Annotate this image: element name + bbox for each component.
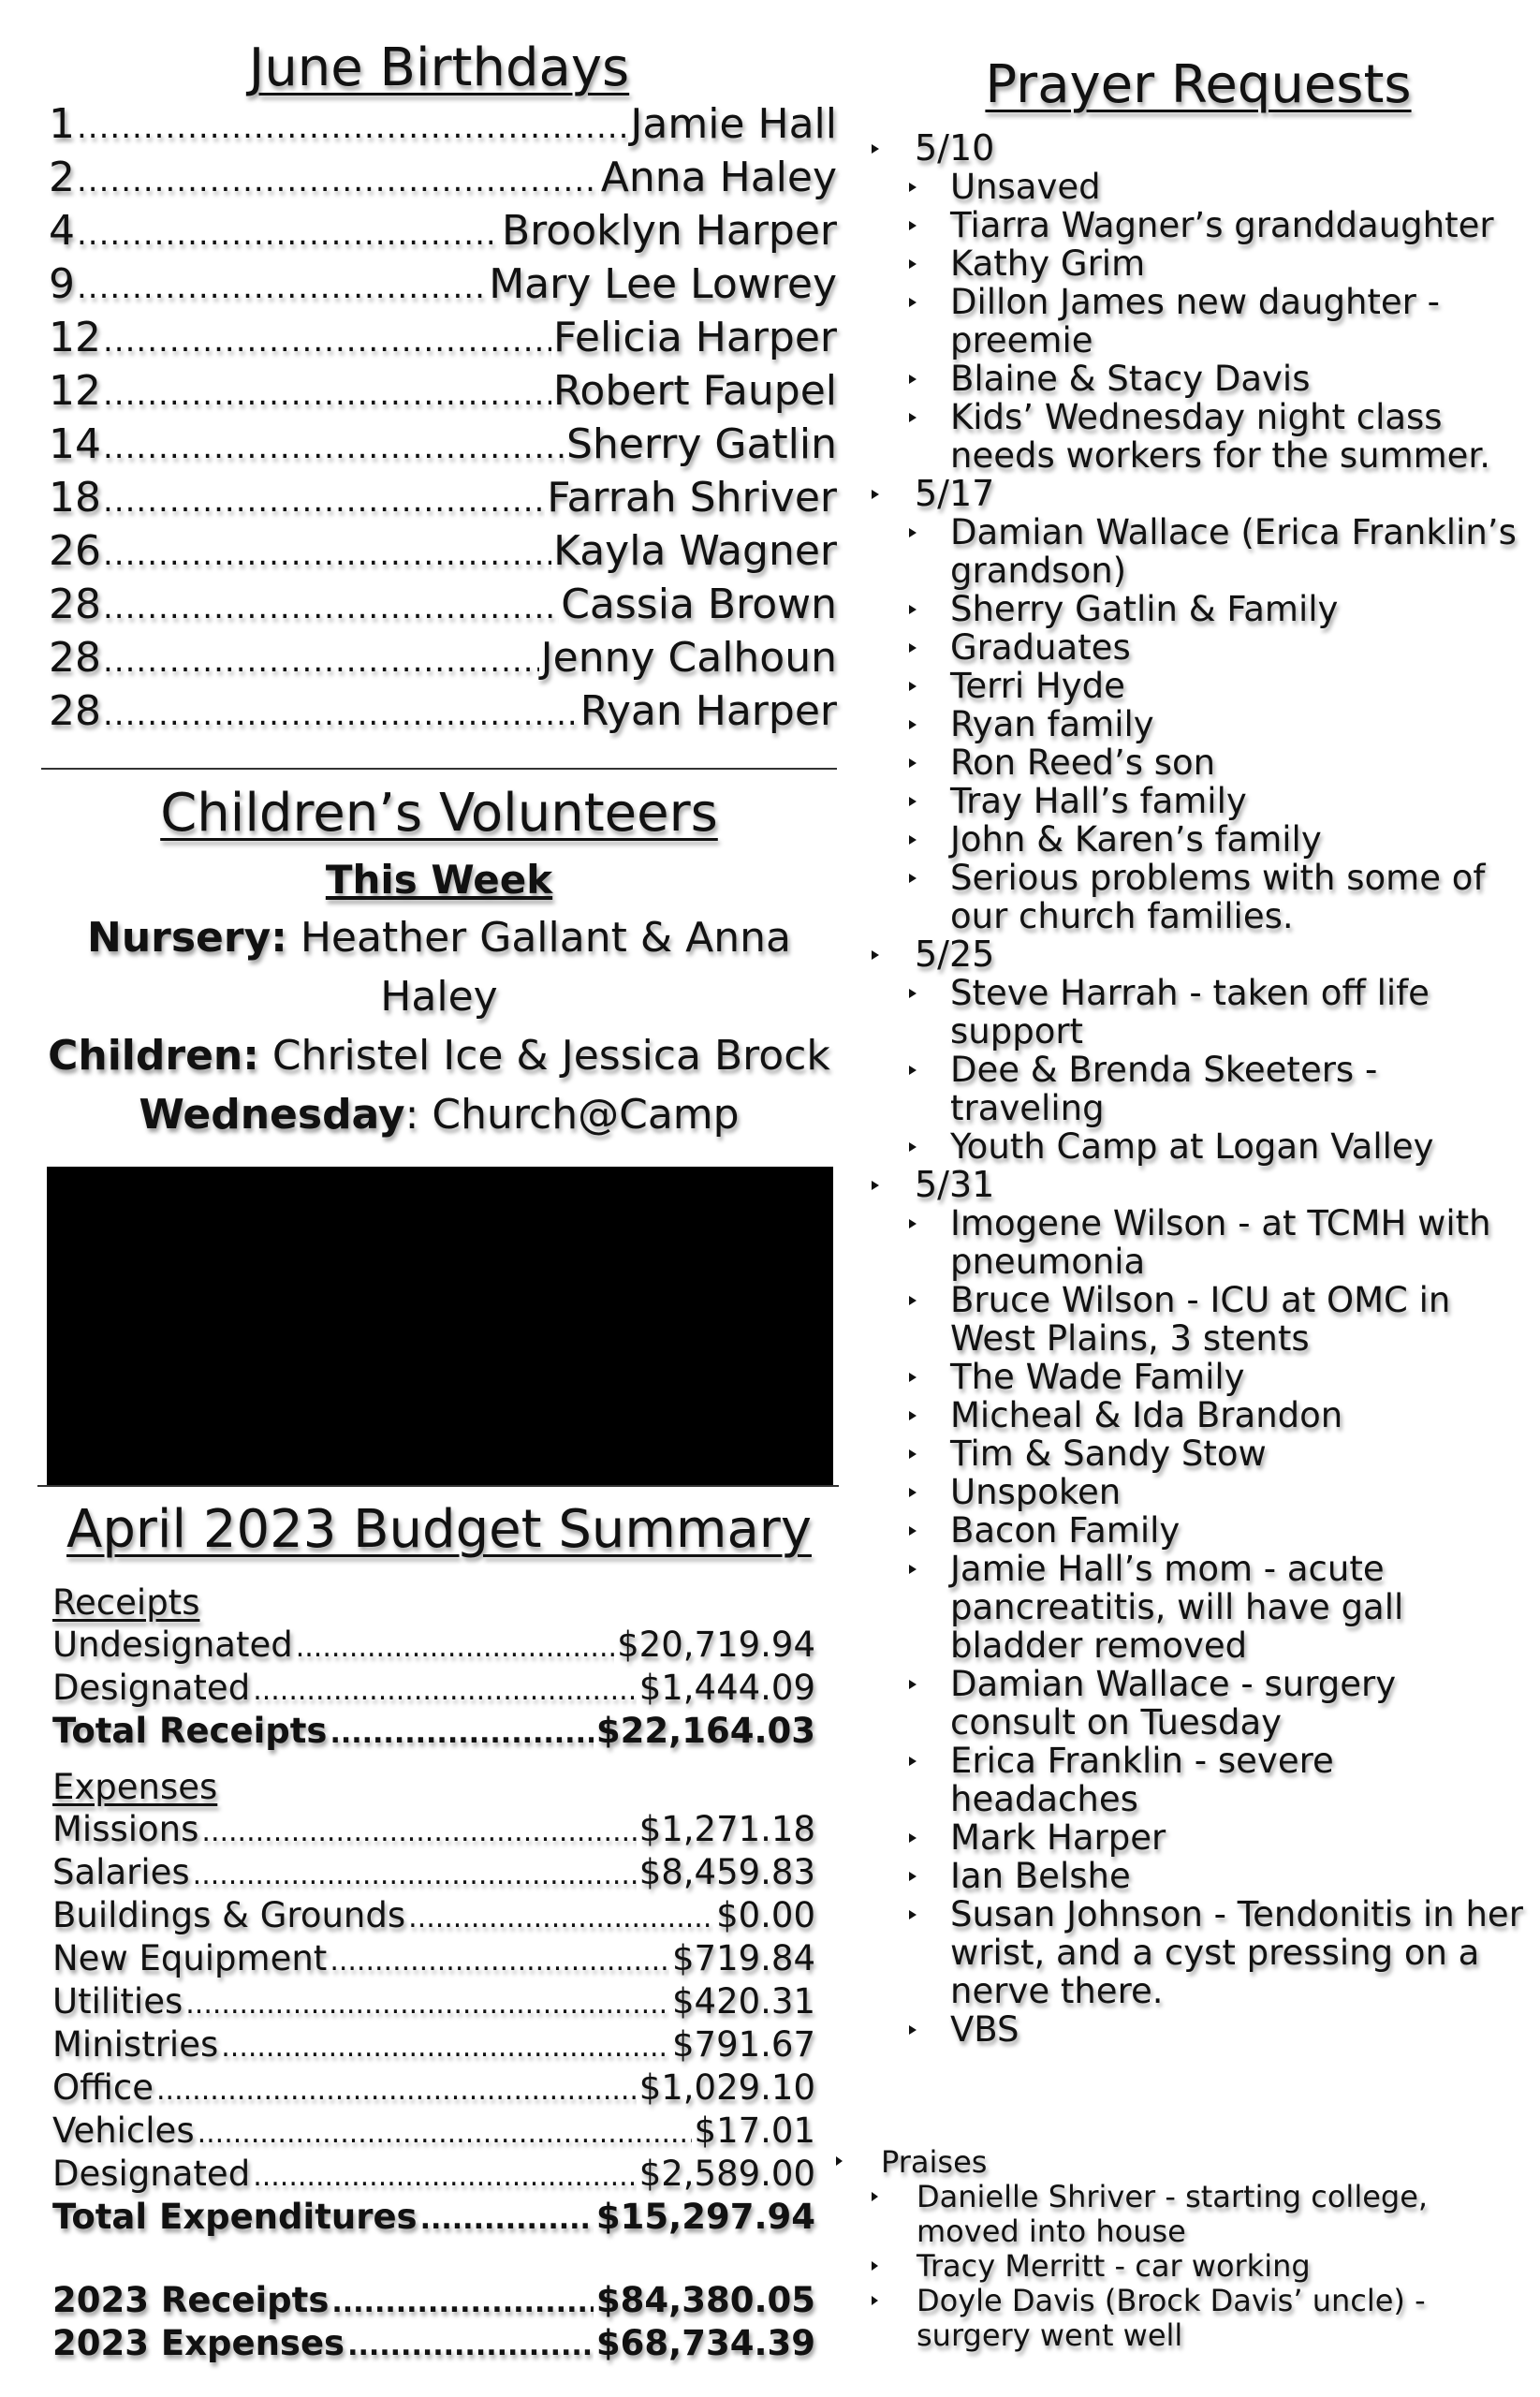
row-label: Buildings & Grounds xyxy=(52,1895,406,1935)
budget-row xyxy=(52,1667,815,1710)
receipts-rows xyxy=(52,1624,815,1710)
prayer-item: Dillon James new daughter - preemie xyxy=(866,283,1531,360)
prayer-item: Kathy Grim xyxy=(866,244,1531,283)
prayer-item: Damian Wallace (Erica Franklin’s grandson) xyxy=(866,513,1531,590)
birthday-row xyxy=(49,364,837,418)
birthday-day: 26 xyxy=(49,527,101,575)
praise-item: Doyle Davis (Brock Davis’ uncle) - surgery went well xyxy=(866,2284,1531,2353)
prayer-item: Tim & Sandy Stow xyxy=(866,1434,1531,1473)
row-label: Total Receipts xyxy=(52,1711,328,1751)
row-amount: $20,719.94 xyxy=(617,1625,815,1665)
row-label: 2023 Receipts xyxy=(52,2280,330,2320)
birthday-day: 18 xyxy=(49,474,101,522)
nursery-line xyxy=(41,908,837,1026)
birthday-name: Jenny Calhoun xyxy=(540,634,837,682)
birthday-name: Ryan Harper xyxy=(579,687,837,735)
budget-title: April 2023 Budget Summary xyxy=(66,1499,812,1560)
birthday-day: 28 xyxy=(49,687,101,735)
budget-row xyxy=(52,1980,815,2023)
budget-row xyxy=(52,2153,815,2196)
prayer-item: Bacon Family xyxy=(866,1511,1531,1550)
birthday-day: 14 xyxy=(49,420,101,468)
prayer-date: 5/17 xyxy=(866,475,1531,513)
row-label: Salaries xyxy=(52,1852,190,1892)
prayer-item: Tray Hall’s family xyxy=(866,782,1531,820)
row-amount: $84,380.05 xyxy=(595,2280,815,2320)
birthday-row xyxy=(49,418,837,471)
birthday-name: Anna Haley xyxy=(600,154,837,201)
birthday-name: Jamie Hall xyxy=(630,100,837,148)
row-amount: $8,459.83 xyxy=(638,1852,815,1892)
ytd-expenses-row xyxy=(52,2322,815,2365)
expenses-section xyxy=(52,1767,815,2239)
row-amount: $2,589.00 xyxy=(638,2154,815,2194)
row-amount: $420.31 xyxy=(671,1981,815,2022)
volunteers-body xyxy=(41,908,837,1144)
birthday-name: Farrah Shriver xyxy=(547,474,837,522)
budget-row xyxy=(52,1624,815,1667)
prayer-list xyxy=(866,129,1531,2049)
birthday-name: Brooklyn Harper xyxy=(502,207,837,255)
volunteers-title: Children’s Volunteers xyxy=(160,783,718,844)
budget-row xyxy=(52,1808,815,1851)
birthday-name: Mary Lee Lowrey xyxy=(489,260,837,308)
birthday-row xyxy=(49,578,837,631)
birthday-row xyxy=(49,97,837,151)
prayer-item: Steve Harrah - taken off life support xyxy=(866,974,1531,1051)
row-amount: $1,444.09 xyxy=(638,1668,815,1708)
row-label: Designated xyxy=(52,2154,251,2194)
birthday-name: Cassia Brown xyxy=(561,581,837,628)
prayer-item: Imogene Wilson - at TCMH with pneumonia xyxy=(866,1204,1531,1281)
prayer-date: 5/31 xyxy=(866,1166,1531,1204)
prayer-item: Erica Franklin - severe headaches xyxy=(866,1742,1531,1818)
wednesday-label: Wednesday xyxy=(139,1091,405,1139)
prayer-item: Jamie Hall’s mom - acute pancreatitis, will have gall bladder removed xyxy=(866,1550,1531,1665)
row-label: Missions xyxy=(52,1809,199,1849)
birthday-day: 1 xyxy=(49,100,75,148)
divider xyxy=(41,768,837,770)
row-label: Utilities xyxy=(52,1981,183,2022)
birthdays-list xyxy=(49,97,837,738)
row-amount: $68,734.39 xyxy=(595,2323,815,2363)
prayer-item: Damian Wallace - surgery consult on Tuesday xyxy=(866,1665,1531,1742)
row-label: Ministries xyxy=(52,2024,219,2065)
prayer-item: Ryan family xyxy=(866,705,1531,743)
row-label: 2023 Expenses xyxy=(52,2323,345,2363)
row-label: Total Expenditures xyxy=(52,2197,418,2237)
budget-row xyxy=(52,1851,815,1894)
expenses-rows xyxy=(52,1808,815,2196)
prayer-item: Youth Camp at Logan Valley xyxy=(866,1127,1531,1166)
nursery-label: Nursery: xyxy=(87,914,287,962)
prayer-date: 5/25 xyxy=(866,935,1531,974)
prayer-item: Unsaved xyxy=(866,168,1531,206)
birthday-name: Felicia Harper xyxy=(552,314,837,361)
row-amount: $1,029.10 xyxy=(638,2067,815,2108)
birthday-day: 2 xyxy=(49,154,75,201)
total-expenditures-row xyxy=(52,2196,815,2239)
receipts-heading: Receipts xyxy=(52,1582,200,1623)
birthday-row xyxy=(49,524,837,578)
expenses-heading: Expenses xyxy=(52,1767,218,1807)
prayer-item: John & Karen’s family xyxy=(866,820,1531,859)
birthday-row xyxy=(49,257,837,311)
row-amount: $22,164.03 xyxy=(595,1711,815,1751)
birthday-row xyxy=(49,684,837,738)
birthday-day: 28 xyxy=(49,634,101,682)
row-label: New Equipment xyxy=(52,1938,328,1978)
nursery-value: Heather Gallant & Anna Haley xyxy=(286,914,791,1021)
birthday-day: 28 xyxy=(49,581,101,628)
birthday-day: 12 xyxy=(49,367,101,415)
row-label: Office xyxy=(52,2067,154,2108)
birthday-row xyxy=(49,204,837,257)
children-line xyxy=(41,1026,837,1085)
prayer-item: Serious problems with some of our church families. xyxy=(866,859,1531,935)
birthday-row xyxy=(49,631,837,684)
row-amount: $719.84 xyxy=(671,1938,815,1978)
prayer-item: Graduates xyxy=(866,628,1531,667)
prayer-title: Prayer Requests xyxy=(985,54,1412,115)
birthday-name: Kayla Wagner xyxy=(553,527,837,575)
praises-heading: Praises xyxy=(866,2144,1531,2180)
budget-row xyxy=(52,2110,815,2153)
birthday-day: 12 xyxy=(49,314,101,361)
birthday-row xyxy=(49,471,837,524)
row-label: Designated xyxy=(52,1668,251,1708)
praise-item: Tracy Merritt - car working xyxy=(866,2249,1531,2284)
children-label: Children: xyxy=(48,1032,259,1080)
birthday-row xyxy=(49,311,837,364)
receipts-section xyxy=(52,1582,815,1753)
row-amount: $791.67 xyxy=(671,2024,815,2065)
prayer-item: Sherry Gatlin & Family xyxy=(866,590,1531,628)
praises-section xyxy=(866,2144,1531,2353)
budget-row xyxy=(52,2066,815,2110)
prayer-item: Blaine & Stacy Davis xyxy=(866,360,1531,398)
row-label: Undesignated xyxy=(52,1625,293,1665)
prayer-item: Kids’ Wednesday night class needs workers for the summer. xyxy=(866,398,1531,475)
ytd-receipts-row xyxy=(52,2279,815,2322)
prayer-item: Ron Reed’s son xyxy=(866,743,1531,782)
row-amount: $0.00 xyxy=(716,1895,815,1935)
birthday-day: 4 xyxy=(49,207,75,255)
prayer-item: Terri Hyde xyxy=(866,667,1531,705)
row-label: Vehicles xyxy=(52,2110,195,2151)
prayer-item: Susan Johnson - Tendonitis in her wrist, and a cyst pressing on a nerve there. xyxy=(866,1895,1531,2010)
prayer-item: Mark Harper xyxy=(866,1818,1531,1857)
prayer-item: Unspoken xyxy=(866,1473,1531,1511)
divider xyxy=(37,1485,839,1487)
prayer-item: Bruce Wilson - ICU at OMC in West Plains, 3 stents xyxy=(866,1281,1531,1358)
praise-item: Danielle Shriver - starting college, moved into house xyxy=(866,2180,1531,2249)
prayer-item: Tiarra Wagner’s granddaughter xyxy=(866,206,1531,244)
ytd-section xyxy=(52,2279,815,2365)
prayer-item: VBS xyxy=(866,2010,1531,2049)
total-receipts-row xyxy=(52,1710,815,1753)
children-value: Christel Ice & Jessica Brock xyxy=(258,1032,830,1080)
budget-row xyxy=(52,1894,815,1937)
prayer-item: The Wade Family xyxy=(866,1358,1531,1396)
praises-list xyxy=(866,2180,1531,2353)
budget-row xyxy=(52,2023,815,2066)
birthday-row xyxy=(49,151,837,204)
birthday-name: Robert Faupel xyxy=(552,367,837,415)
prayer-item: Dee & Brenda Skeeters - traveling xyxy=(866,1051,1531,1127)
prayer-item: Micheal & Ida Brandon xyxy=(866,1396,1531,1434)
row-amount: $1,271.18 xyxy=(638,1809,815,1849)
volunteers-subtitle: This Week xyxy=(325,857,553,903)
row-amount: $15,297.94 xyxy=(595,2197,815,2237)
wednesday-value: : Church@Camp xyxy=(404,1091,740,1139)
birthdays-title: June Birthdays xyxy=(248,37,630,98)
row-amount: $17.01 xyxy=(694,2110,815,2151)
budget-row xyxy=(52,1937,815,1980)
birthday-name: Sherry Gatlin xyxy=(566,420,837,468)
prayer-date: 5/10 xyxy=(866,129,1531,168)
wednesday-line xyxy=(41,1085,837,1144)
redacted-block xyxy=(47,1167,833,1485)
prayer-item: Ian Belshe xyxy=(866,1857,1531,1895)
birthday-day: 9 xyxy=(49,260,75,308)
